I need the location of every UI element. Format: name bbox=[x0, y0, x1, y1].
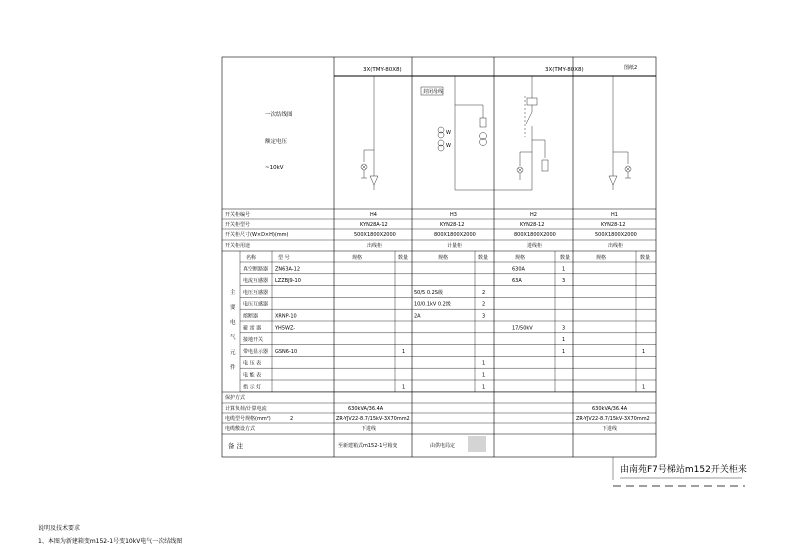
cabinet-use-h4: 出线柜 bbox=[367, 243, 383, 249]
equip-cell-h2q: 1 bbox=[562, 348, 566, 355]
row-label-cable: 电缆型号规格(mm²) bbox=[225, 416, 271, 422]
h3-remark: 由供电局定 bbox=[430, 443, 456, 449]
equip-cell-h2: 630A bbox=[512, 266, 525, 273]
rated-voltage-value: ~10kV bbox=[265, 165, 284, 171]
notes-title: 说明及技术要求 bbox=[38, 525, 81, 532]
h4-cable-way: 下进线 bbox=[361, 426, 377, 432]
equip-cell-model: YH5WZ- bbox=[275, 325, 296, 332]
cabinet-model-h3: KYN28-12 bbox=[440, 222, 465, 228]
equip-cell-h3q: 2 bbox=[482, 301, 486, 308]
equip-cell-h2q: 1 bbox=[562, 266, 566, 273]
svg-text:W: W bbox=[446, 130, 451, 136]
row-label-dimension: 开关柜尺寸(W×D×H)(mm) bbox=[225, 232, 289, 238]
equip-cell-name: 接地开关 bbox=[243, 337, 264, 344]
equip-cell-name: 带电显示器 bbox=[243, 348, 269, 355]
equip-cell-name: 指 示 灯 bbox=[243, 384, 262, 391]
equip-header-name: 名称 bbox=[246, 255, 257, 261]
h1-cable: ZR-YJV22-8.7/15kV-3X70mm2 bbox=[576, 416, 650, 422]
h4-feeder-symbol bbox=[361, 76, 378, 190]
svg-text:W: W bbox=[446, 143, 451, 149]
equip-cell-h3q: 1 bbox=[482, 384, 486, 391]
equip-cell-name: 真空断路器 bbox=[243, 266, 269, 273]
cabinet-no-h1: H1 bbox=[611, 212, 618, 218]
rated-voltage-label: 额定电压 bbox=[265, 139, 288, 145]
equip-header-spec-h4: 规格 bbox=[352, 255, 363, 261]
equip-group-char: 要 bbox=[230, 305, 236, 311]
equip-cell-h3q: 1 bbox=[482, 360, 486, 367]
equip-cell-name: 熔断器 bbox=[243, 313, 259, 320]
equip-cell-model: ZN63A-12 bbox=[275, 266, 301, 273]
equipment-rows bbox=[240, 265, 656, 392]
equip-group-char: 主 bbox=[230, 290, 236, 296]
h4-load: 630kVA/36.4A bbox=[348, 406, 384, 412]
equip-cell-h4q: 1 bbox=[402, 384, 406, 391]
cabinet-dim-h1: 500X1800X2000 bbox=[595, 232, 637, 238]
incoming-source-callout: 由南苑F7号梯站m152开关柜来 bbox=[620, 465, 747, 475]
notes-line-1: 1、本图为新建箱变m152-1号变10kV电气一次结线图 bbox=[38, 538, 183, 545]
row-label-cabinet-model: 开关柜型号 bbox=[225, 222, 251, 228]
equip-cell-h3q: 1 bbox=[482, 372, 486, 379]
h1-feeder-symbol bbox=[609, 76, 631, 190]
equip-cell-h4q: 1 bbox=[402, 348, 406, 355]
equip-cell-model: GSN6-10 bbox=[275, 348, 298, 355]
cabinet-no-h4: H4 bbox=[370, 212, 377, 218]
equipment-group-label bbox=[230, 288, 236, 371]
equip-cell-name: 电流互感器 bbox=[243, 278, 269, 285]
row-label-cable-num: 2 bbox=[290, 416, 294, 422]
equip-cell-h3q: 2 bbox=[482, 289, 486, 296]
equip-cell-h3: 10/0.1kV 0.2级 bbox=[414, 301, 451, 308]
cabinet-no-h3: H3 bbox=[450, 212, 457, 218]
equip-cell-model: XRNP-10 bbox=[275, 313, 297, 320]
h1-cable-way: 下进线 bbox=[602, 426, 618, 432]
equip-header-qty-h4: 数量 bbox=[398, 255, 409, 261]
equip-cell-h3q: 3 bbox=[482, 313, 486, 320]
cabinet-model-h4: KYN28A-12 bbox=[360, 222, 388, 228]
equip-cell-h2: 17/50kV bbox=[512, 325, 533, 332]
busbar-label-right: 3X(TMY-80X8) bbox=[545, 67, 584, 73]
equip-cell-h2q: 3 bbox=[562, 325, 566, 332]
cabinet-model-h1: KYN28-12 bbox=[601, 222, 626, 228]
equip-group-char: 电 bbox=[230, 320, 236, 326]
cabinet-use-h3: 计量柜 bbox=[447, 243, 463, 249]
schematic-title: 一次结线图 bbox=[265, 112, 293, 118]
equip-header-spec-h3: 规格 bbox=[438, 255, 449, 261]
row-label-cable-way: 电缆敷设方式 bbox=[225, 426, 256, 432]
row-label-load: 计算负荷/计算电流 bbox=[225, 406, 267, 412]
equip-cell-h2q: 3 bbox=[562, 278, 566, 285]
row-label-cabinet-no: 开关柜编号 bbox=[225, 212, 251, 218]
row-label-protection: 保护方式 bbox=[225, 395, 246, 401]
cabinet-dim-h3: 800X1800X2000 bbox=[434, 232, 476, 238]
cabinet-no-h2: H2 bbox=[530, 212, 537, 218]
equip-cell-model: LZZBJ9-10 bbox=[275, 278, 301, 285]
drawing-number: 图纸2 bbox=[624, 65, 638, 71]
equip-header-qty-h2: 数量 bbox=[560, 255, 571, 261]
equip-group-char: 件 bbox=[230, 365, 236, 371]
equip-cell-h1q: 1 bbox=[642, 384, 646, 391]
equip-header-qty-h1: 数量 bbox=[640, 255, 651, 261]
equip-cell-h2: 63A bbox=[512, 278, 522, 285]
busduct-tag: 封闭母线 bbox=[423, 89, 444, 95]
h2-incoming-symbol bbox=[517, 76, 548, 190]
equip-cell-h2q: 1 bbox=[562, 337, 566, 344]
equip-header-spec-h1: 规格 bbox=[596, 255, 607, 261]
equip-header-qty-h3: 数量 bbox=[478, 255, 489, 261]
equip-header-model: 型 号 bbox=[278, 255, 290, 261]
equip-group-char: 元 bbox=[230, 350, 236, 356]
h4-cable: ZR-YJV22-8.7/15kV-3X70mm2 bbox=[336, 416, 410, 422]
h1-load: 630kVA/36.4A bbox=[592, 406, 628, 412]
cabinet-header-cells bbox=[354, 212, 637, 249]
equip-cell-h1q: 1 bbox=[642, 348, 646, 355]
equip-group-char: 气 bbox=[230, 335, 236, 341]
row-label-usage: 开关柜用途 bbox=[225, 243, 251, 249]
h3-metering-symbol bbox=[438, 76, 532, 190]
equip-cell-name: 电压互感器 bbox=[243, 301, 269, 308]
cabinet-use-h2: 进线柜 bbox=[527, 243, 543, 249]
equip-cell-h3: 2A bbox=[414, 313, 421, 320]
h4-remark: 至新建箱式m152-1号箱变 bbox=[338, 443, 398, 449]
row-label-remarks: 备 注 bbox=[228, 442, 244, 450]
cabinet-dim-h4: 500X1800X2000 bbox=[354, 232, 396, 238]
equip-cell-h3: 50/5 0.2S级 bbox=[414, 289, 443, 296]
cabinet-use-h1: 出线柜 bbox=[608, 243, 624, 249]
equip-cell-name: 避 雷 器 bbox=[243, 325, 262, 332]
busbar-label-left: 3X(TMY-80X8) bbox=[363, 67, 402, 73]
h3-remark-shade bbox=[468, 436, 486, 452]
equip-cell-name: 电 能 表 bbox=[243, 372, 262, 379]
equip-cell-name: 电压互感器 bbox=[243, 289, 269, 296]
equip-header-spec-h2: 规格 bbox=[515, 255, 526, 261]
cabinet-model-h2: KYN28-12 bbox=[520, 222, 545, 228]
equip-cell-name: 电 压 表 bbox=[243, 360, 262, 367]
cabinet-dim-h2: 800X1800X2000 bbox=[514, 232, 556, 238]
